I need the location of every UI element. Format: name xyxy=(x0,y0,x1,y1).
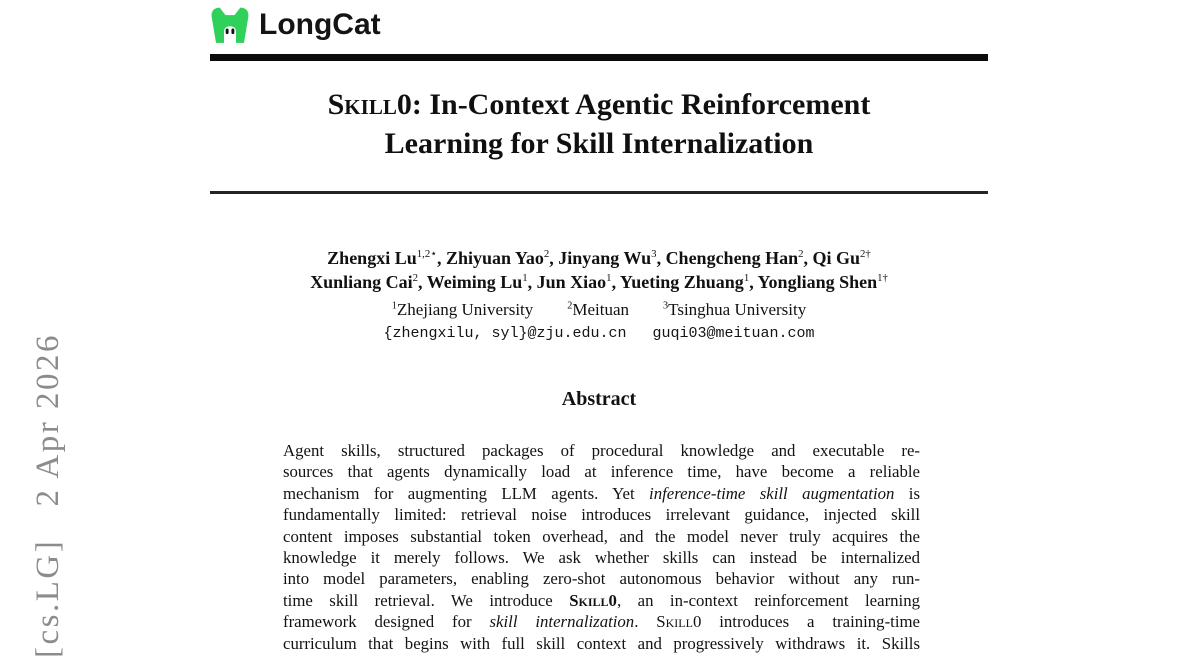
author-emails xyxy=(210,325,988,342)
longcat-cat-icon xyxy=(210,6,250,43)
authors-block xyxy=(210,246,988,294)
abstract-line: framework designed for skill internalization. Skill0 introduces a training-time xyxy=(283,612,920,632)
title-rule xyxy=(210,191,988,194)
cat-left-eye xyxy=(226,29,229,35)
affiliation: $^3$Tsinghua University xyxy=(663,300,807,319)
author-line: Zhengxi $Lu^{1,2⋆}$, Zhiyuan Yao$^2$, Jinyang Wu$^3$, Chengcheng Han$^2$, Qi $Gu^{2\dagger}$ xyxy=(327,248,871,268)
abstract-line: knowledge it merely follows. We ask whether skills can instead be internalized xyxy=(283,548,920,568)
affiliations xyxy=(210,300,988,320)
abstract-line: time skill retrieval. We introduce Skill0, an in-context reinforcement learning xyxy=(283,590,920,610)
abstract-heading: Abstract xyxy=(561,388,637,410)
abstract-line: curriculum that begins with full skill context and progressively withdraws it. Skills xyxy=(283,633,920,653)
header-rule xyxy=(210,54,988,61)
title-line: Skill0: In-Context Agentic Reinforcement xyxy=(327,88,871,121)
abstract-line: fundamentally limited: retrieval noise introduces irrelevant guidance, injected skill xyxy=(283,505,920,525)
abstract-text xyxy=(283,440,920,654)
longcat-logo xyxy=(210,6,381,43)
abstract-line: into model parameters, enabling zero-shot autonomous behavior without any run- xyxy=(283,569,920,589)
author-line: Xunliang Cai$^2$, Weiming Lu$^1$, Jun Xiao$^1$, Yueting Zhuang$^1$, Yongliang Shen$^{1\dagger}$ xyxy=(310,272,888,292)
email-address: guqi03@meituan.com xyxy=(652,325,815,342)
abstract-line: mechanism for augmenting LLM agents. Yet inference-time skill augmentation is xyxy=(283,483,921,503)
paper-title xyxy=(210,85,988,163)
arxiv-stamp: [cs.LG] 2 Apr 2026 xyxy=(30,333,66,658)
brand-name: LongCat xyxy=(259,7,381,41)
affiliation: $^1$Zhejiang University xyxy=(391,300,534,319)
abstract-line: content imposes substantial token overhead, and the model never truly acquires the xyxy=(283,526,920,546)
abstract-line: sources that agents dynamically load at inference time, have become a reliable xyxy=(283,462,920,482)
paper-content xyxy=(210,0,988,653)
email-address: {zhengxilu, syl}@zju.edu.cn xyxy=(383,325,627,342)
cat-right-eye xyxy=(231,29,234,35)
title-line: Learning for Skill Internalization xyxy=(384,127,814,160)
abstract-line: Agent skills, structured packages of procedural knowledge and executable re- xyxy=(283,441,920,460)
affiliation: $^2$Meituan xyxy=(567,300,630,319)
